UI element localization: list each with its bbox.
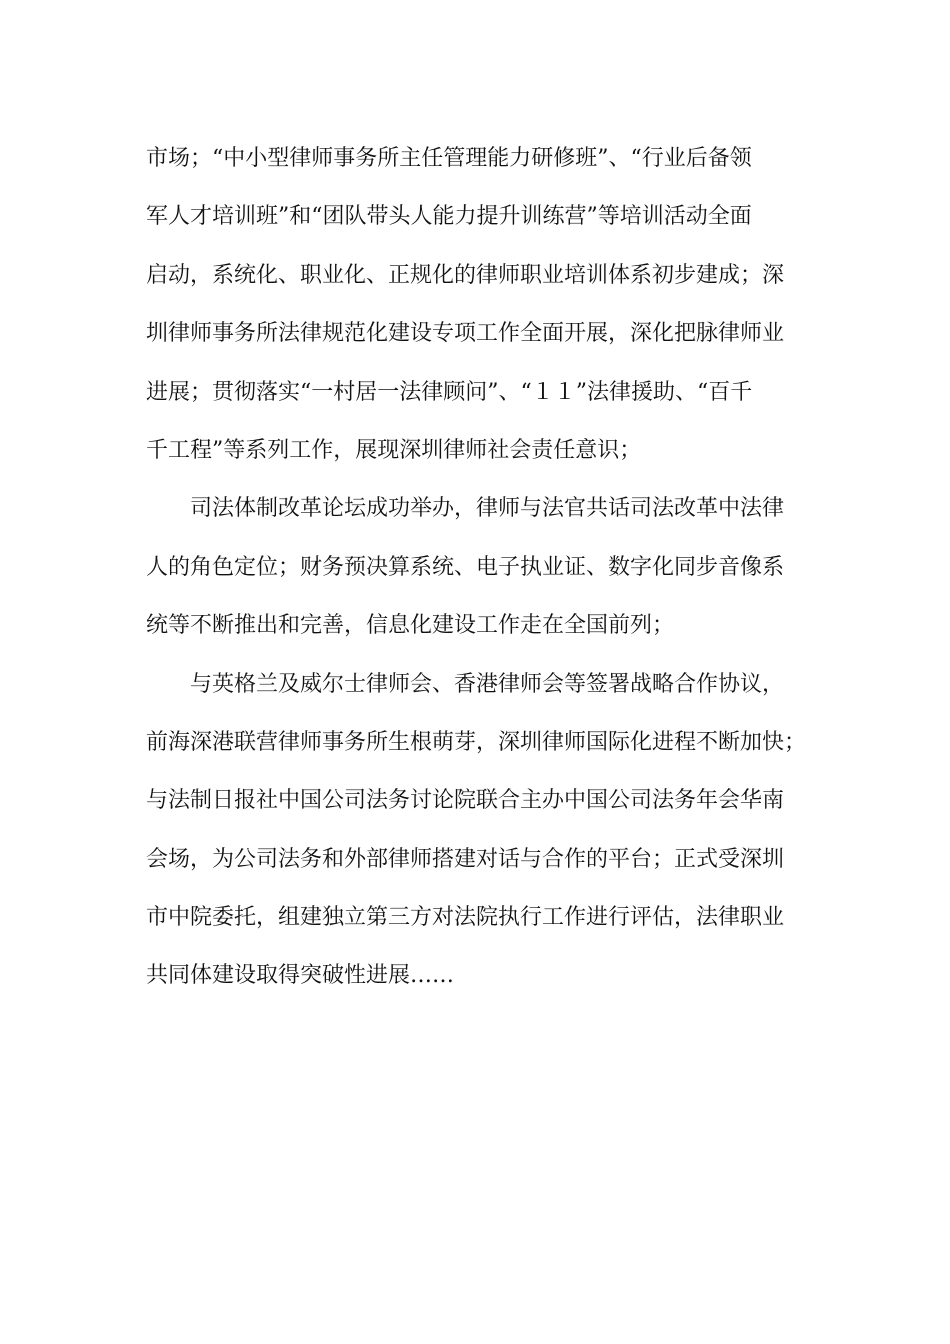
paragraph-1-line-2: 军人才培训班”和“团队带头人能力提升训练营”等培训活动全面: [146, 204, 752, 230]
paragraph-2-line-3: 统等不断推出和完善，信息化建设工作走在全国前列；: [146, 613, 675, 639]
paragraph-3-line-1: 与英格兰及威尔士律师会、香港律师会等签署战略合作协议，: [190, 671, 785, 697]
paragraph-1-line-4: 圳律师事务所法律规范化建设专项工作全面开展，深化把脉律师业: [146, 321, 785, 347]
document-body: [146, 130, 836, 1006]
paragraph-1-line-1: 市场；“中小型律师事务所主任管理能力研修班”、“行业后备领: [146, 146, 752, 171]
paragraph-1-line-6: 千工程”等系列工作，展现深圳律师社会责任意识；: [146, 437, 642, 463]
paragraph-2-line-1: 司法体制改革论坛成功举办，律师与法官共话司法改革中法律: [190, 496, 785, 522]
paragraph-3-line-5: 市中院委托，组建独立第三方对法院执行工作进行评估，法律职业: [146, 905, 785, 931]
paragraph-3-line-2: 前海深港联营律师事务所生根萌芽，深圳律师国际化进程不断加快；: [146, 729, 807, 755]
paragraph-2-line-2: 人的角色定位；财务预决算系统、电子执业证、数字化同步音像系: [146, 554, 785, 580]
paragraph-3-line-6: 共同体建设取得突破性进展……: [146, 963, 455, 989]
paragraph-1-line-3: 启动，系统化、职业化、正规化的律师职业培训体系初步建成；深: [146, 262, 785, 288]
paragraph-1-line-5: 进展；贯彻落实“一村居一法律顾问”、“１１”法律援助、“百千: [146, 379, 753, 405]
paragraph-3-line-3: 与法制日报社中国公司法务讨论院联合主办中国公司法务年会华南: [146, 788, 785, 814]
paragraph-3-line-4: 会场，为公司法务和外部律师搭建对话与合作的平台；正式受深圳: [146, 846, 785, 872]
